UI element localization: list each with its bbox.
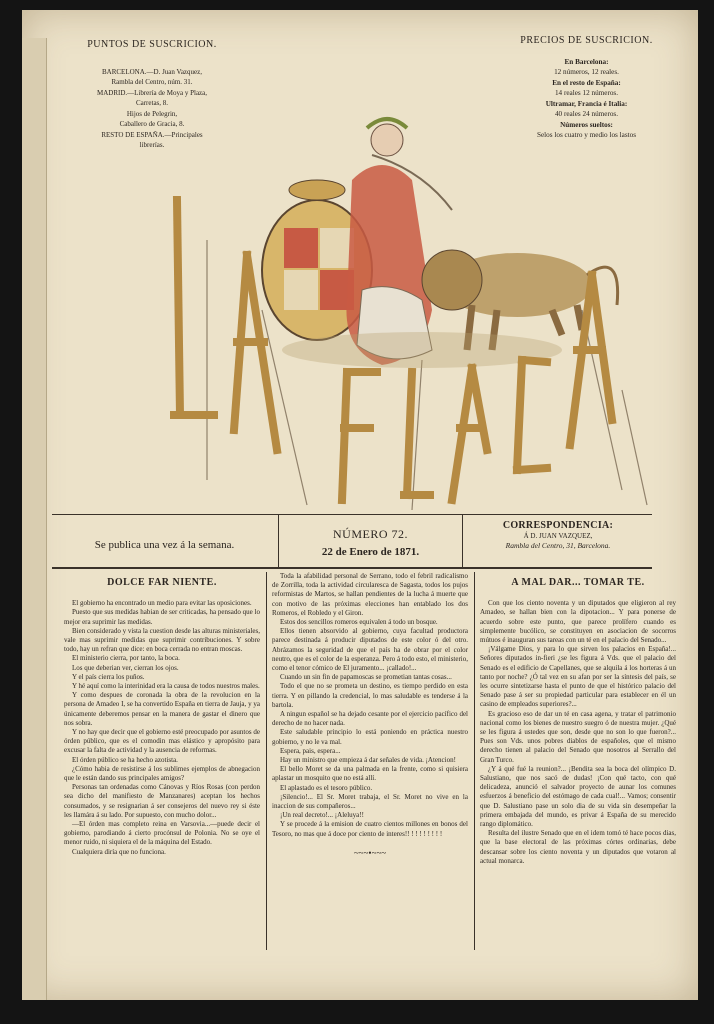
article-column-3 <box>480 572 676 950</box>
article-paragraph: El gobierno ha encontrado un medio para evitar las oposiciones. <box>72 599 252 608</box>
price-line: Selos los cuatro y medio los lastos <box>536 131 637 139</box>
article-paragraph: Personas tan ordenadas como Cánovas y Ríos Rosas (con perdon sea dicho del manifiesto de Manzanares) aceptan los hechos consumados, y se resignarian á ser consejeros del nuevo rey si éste les llamára á su lado. Por supuesto, con mucho dolor... <box>64 783 260 819</box>
subscription-point-line: Hijos de Pelegrin, <box>126 109 178 118</box>
article-paragraph: Y no hay que decir que el gobierno esté preocupado por asuntos de órden público, que es el comodin mas elástico y apropósito para excusar la falta de actividad y la ausencia de reformas. <box>64 728 260 755</box>
article-paragraph: Y se procede á la emision de cuatro cientos millones en bonos del Tesoro, no mas que á doce por ciento de interes!! ! ! ! ! ! ! ! ! <box>272 820 468 838</box>
article-paragraph: Puesto que sus medidas habian de ser criticadas, ha pensado que lo mejor era suprimir las medidas. <box>64 608 260 626</box>
article-paragraph: A ningun español se ha dejado cesante por el ejercicio pacífico del derecho de no hacer nada. <box>272 710 468 728</box>
subscription-prices-title: PRECIOS DE SUSCRICION. <box>520 35 653 46</box>
correspondence <box>464 515 652 573</box>
article-paragraph: Estos dos sencillos romeros equivalen á todo un bosque. <box>280 618 438 627</box>
subscription-point-line: librerías. <box>139 141 165 149</box>
seated-woman-figure <box>346 119 452 365</box>
article-paragraph: Bien considerado y vista la cuestion desde las alturas ministeriales, vale mas suprimir medidas que suprimir contribuciones. Y sobre todo, hay un refran que dice: en boca cerrada no entran moscas. <box>64 626 260 654</box>
article-paragraph: Y el país cierra los puños. <box>72 672 145 681</box>
article-paragraph: Este saludable principio lo está poniendo en práctica nuestro gobierno, y no le va mal. <box>272 728 468 746</box>
article-paragraph: Cualquiera diría que no funciona. <box>72 847 166 856</box>
price-line: 14 reales 12 números. <box>554 89 619 97</box>
article-paragraph: Todo el que no se prometa un destino, es tiempo perdido en esta tierra. Y en pillando la credencial, lo mas saludable es tenderse á la bartola. <box>272 682 468 709</box>
article-paragraph: ¡Silencio!... El Sr. Moret trabaja, el Sr. Moret no vive en la inaccion de sus compañeros... <box>272 792 468 811</box>
la-flaca-title-art <box>122 110 662 515</box>
article-paragraph: ¿Y á qué fué la reunion?... ¡Bendita sea la boca del olímpico D. Salustiano, que nos sacó de dudas! ¡Con qué tacto, con qué delicadeza, anunció el salvador proyecto de aunar los comunes esfuerzos á beneficio del estómago de cada cual!... Vamos; consentir que D. Salustiano pase un solo dia de su vida sin desempeñar la primera embajada del mundo, es privar á España de su merecido rango diplomático. <box>480 764 676 829</box>
article-paragraph: El órden público se ha hecho azotista. <box>72 755 178 764</box>
article-paragraph: —El órden mas completo reina en Varsovia...—puede decir el gobierno, parodiando á cierto procónsul de Polonia. No se oye el menor ruido, ni siquiera el de la máquina del Estado. <box>64 820 260 847</box>
article-paragraph: Y hé aquí como la interinidad era la causa de todos nuestros males. <box>72 682 260 691</box>
price-line: 12 números, 12 reales. <box>554 68 619 76</box>
price-line: 40 reales 24 números. <box>554 110 619 118</box>
price-line: En el resto de España: <box>552 78 621 87</box>
article-paragraph: Con que los ciento noventa y un diputados que eligieron al rey Amadeo, se hallan bien con la dipotacion... Y para ponerse de acuerdo sobre este punto, que parece prolífero cuando es simplemente bucólico, se constituyen en asociacion de socorros mútuos é inauguran sus tareas con un té en el palacio del Senado... <box>480 599 676 645</box>
issue-number: NÚMERO 72. <box>332 527 408 541</box>
article-paragraph: Los que deberian ver, cierran los ojos. <box>72 663 179 672</box>
price-line: Ultramar, Francia é Italia: <box>545 99 628 108</box>
correspondence-title: CORRESPONDENCIA: <box>502 520 614 531</box>
price-line: Números sueltos: <box>560 120 613 129</box>
article-paragraph: Resulta del ilustre Senado que en el idem tomó té hace pocos dias, que la base electoral de las próximas córtes ordinarias, debe descansar sobre los ciento noventa y un diputados que votaron al actual monarca. <box>480 829 676 865</box>
subscription-point-line: Carretas, 8. <box>135 99 169 107</box>
masthead-illustration <box>122 110 662 515</box>
price-line: En Barcelona: <box>564 57 609 66</box>
article-paragraph: El aplastado es el tesoro público. <box>280 783 373 792</box>
subscription-point-line: MADRID.—Librería de Moya y Plaza, <box>96 88 208 97</box>
article-paragraph: Toda la afabilidad personal de Serrano, todo el febril radicalismo de Zorrilla, toda la actividad circularesca de Sagasta, todos los pujos reformistas de Martos, se hallan pendientes de la lucha á muerte que con motivo de las próximas elecciones han entablado los dos Romeros, el Robledo y el Giron. <box>272 572 468 617</box>
article-paragraph: El ministerio cierra, por tanto, la boca. <box>72 654 180 663</box>
section-separator: ~~~•~~~ <box>353 847 387 858</box>
article-column-2 <box>272 572 475 950</box>
correspondence-address: Rambla del Centro, 31, Barcelona. <box>505 541 611 550</box>
article-paragraph: Cuando un sin fin de papamoscas se prometian tantas cosas... <box>280 673 452 682</box>
article-column-1 <box>64 572 267 950</box>
article-paragraph: Hay un ministro que empieza á dar señales de vida. ¡Atencion! <box>280 756 456 765</box>
article-paragraph: ¿Cómo habia de resistirse á los sublimes ejemplos de abnegacion que le están dando sus principales amigos? <box>64 764 260 783</box>
subscription-point-line: RESTO DE ESPAÑA.—Principales <box>101 130 203 139</box>
issue-date: 22 de Enero de 1871. <box>321 546 420 558</box>
issue-info-band <box>52 514 652 569</box>
article-paragraph: Y como despues de coronada la obra de la revolucion en la persona de Amadeo I, se ha convertido España en tierra de Jauja, y ya únicamente deberemos pensar en la manera de gastar el dinero que nos sobra. <box>64 691 260 727</box>
publication-frequency: Se publica una vez á la semana. <box>94 539 235 551</box>
issue-number-date <box>278 515 463 567</box>
article-title: DOLCE FAR NIENTE. <box>107 577 217 588</box>
previous-page-edge <box>22 38 47 1000</box>
subscription-point-line: Rambla del Centro, núm. 31. <box>111 78 193 86</box>
article-paragraph: Es gracioso eso de dar un té en casa agena, y tratar el patrimonio nacional como los bienes de nuestro suegro ó de nuestra mujer. ¿Qué se les figura á ustedes que son, desde que no son lo que fueron?... Pues son Vds. unos pobres diablos de españoles, que el mismo derecho tienen al palacio del Senado que nosotros al Serrallo del Gran Turco. <box>480 709 676 764</box>
article-paragraph: ¡Un real decreto!... ¡Aleluya!! <box>280 811 364 820</box>
article-paragraph: ¡Válgame Dios, y para lo que sirven los palacios en España!... Señores diputados in-fieri ¿se les figura á Vds. que el palacio del Senado es el edificio de Capellanes, que se alquila á los horteras á un tanto por noche? ¿Ó tal vez en su afan por ser la síntesis del país, se les ocurre sintetizarse hasta el punto de que el histórico palacio del Senado pase á ser su propiedad particular para establecer en él un casino de empleados superiores?... <box>480 645 676 709</box>
subscription-point-line: Caballero de Gracia, 8. <box>119 120 185 128</box>
article-paragraph: Ellos tienen absorvido al gobierno, cuya facultad productora parece destinada á producir diputados de este color ó del otro. Abrázamos la seguridad de que el país ha de obrar por el color neutro, que es el color de la esperanza. Pero á todo esto, el ministerio, como el tenor cómico de El juramento... ¡callado!... <box>272 627 468 673</box>
article-title: A MAL DAR... TOMAR TE. <box>511 577 645 588</box>
newspaper-page <box>22 10 698 1000</box>
article-paragraph: El bello Moret se da una palmada en la frente, como si quisiera aplastar un mosquito que no está allí. <box>272 765 468 783</box>
subscription-points-title: PUNTOS DE SUSCRICION. <box>87 39 217 50</box>
correspondence-name: Á D. JUAN VAZQUEZ, <box>523 532 593 540</box>
subscription-point-line: BARCELONA.—D. Juan Vazquez, <box>102 67 202 76</box>
article-paragraph: Espera, pais, espera... <box>280 746 341 755</box>
